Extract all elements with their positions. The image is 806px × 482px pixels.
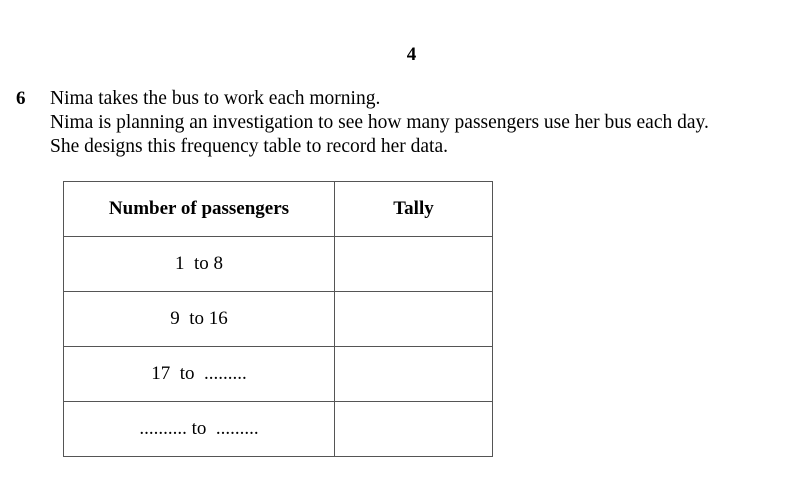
table-header-row [64, 182, 493, 237]
question-line-3: She designs this frequency table to record her data. [50, 136, 448, 157]
question-text [50, 87, 709, 159]
passenger-range-cell: 1 to 8 [64, 237, 335, 292]
tally-cell[interactable] [335, 292, 493, 347]
page-number: 4 [406, 44, 417, 65]
frequency-table [63, 181, 493, 457]
question-line-2: Nima is planning an investigation to see how many passengers use her bus each day. [50, 112, 709, 133]
tally-cell[interactable] [335, 237, 493, 292]
tally-cell[interactable] [335, 402, 493, 457]
table-row [64, 402, 493, 457]
table-row [64, 347, 493, 402]
passenger-range-cell[interactable]: 17 to ......... [64, 347, 335, 402]
passenger-range-cell: 9 to 16 [64, 292, 335, 347]
passenger-range-cell[interactable]: .......... to ......... [64, 402, 335, 457]
header-number-of-passengers: Number of passengers [64, 182, 335, 237]
table-row [64, 292, 493, 347]
header-tally: Tally [335, 182, 493, 237]
question-number: 6 [16, 88, 26, 109]
tally-cell[interactable] [335, 347, 493, 402]
table-row [64, 237, 493, 292]
question-line-1: Nima takes the bus to work each morning. [50, 88, 381, 109]
